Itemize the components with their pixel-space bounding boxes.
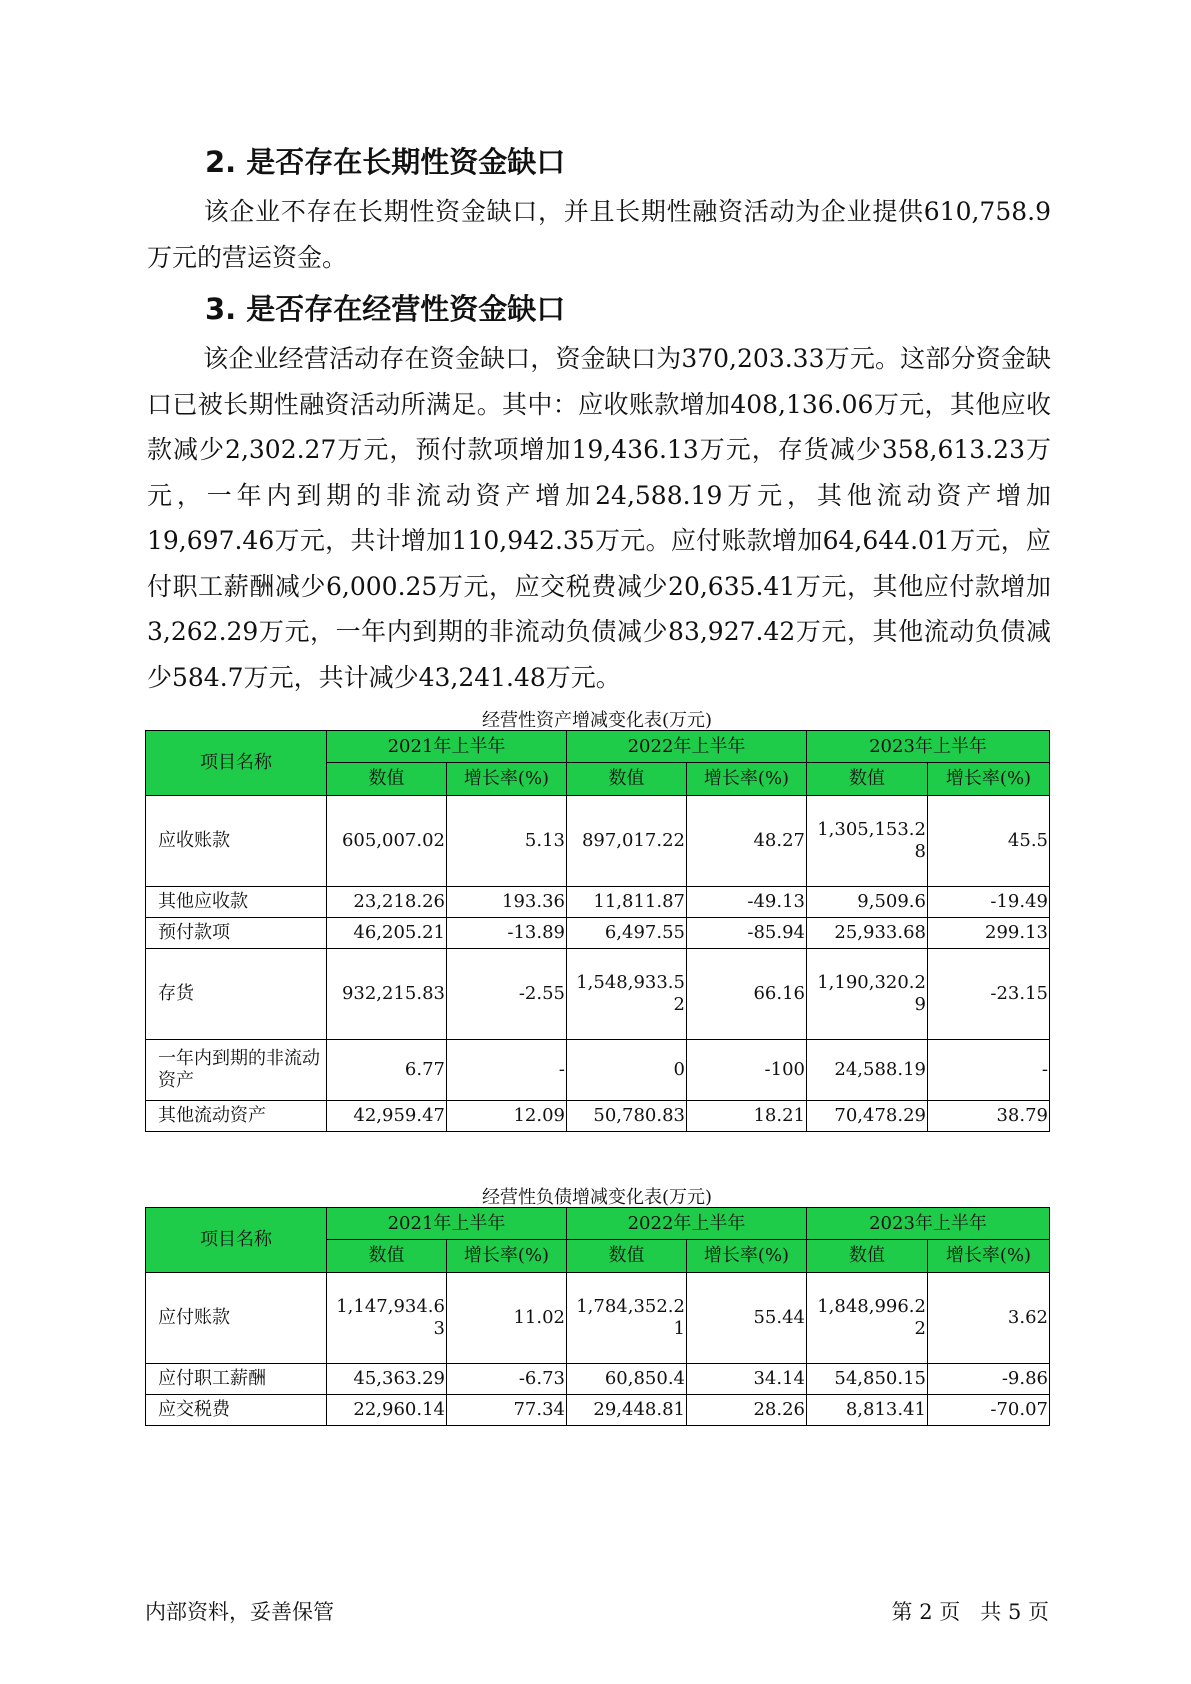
growth-cell: 11.02 [447,1273,567,1364]
assets-change-table [145,730,1050,1132]
header-value: 数值 [807,763,928,796]
value-cell: 29,448.81 [567,1395,687,1426]
growth-cell: -23.15 [928,949,1050,1040]
growth-cell: - [928,1040,1050,1101]
growth-cell: -70.07 [928,1395,1050,1426]
section-heading-3: 3. 是否存在经营性资金缺口 [205,292,566,326]
value-cell: 605,007.02 [327,796,447,887]
growth-cell: -2.55 [447,949,567,1040]
growth-cell: 12.09 [447,1101,567,1132]
growth-cell: - [447,1040,567,1101]
growth-cell: 28.26 [687,1395,807,1426]
row-label: 预付款项 [146,918,327,949]
table-row [146,1040,1050,1101]
value-cell: 1,190,320.29 [807,949,928,1040]
paragraph-text: 该企业经营活动存在资金缺口，资金缺口为370,203.33万元。这部分资金缺口已被长期性融资活动所满足。其中：应收账款增加408,136.06万元，其他应收款减少2,302.27万元，预付款项增加19,436.13万元，存货减少358,613.23万元，一年内到期的非流动资产增加24,588.19万元，其他流动资产增加19,697.46万元，共计增加110,942.35万元。应付账款增加64,644.01万元，应付职工薪酬减少6,000.25万元，应交税费减少20,635.41万元，其他应付款增加3,262.29万元，一年内到期的非流动负债减少83,927.42万元，其他流动负债减少584.7万元，共计减少43,241.48万元。 [147,344,1051,692]
header-period: 2022年上半年 [567,731,807,763]
growth-cell: 38.79 [928,1101,1050,1132]
section-heading-2: 2. 是否存在长期性资金缺口 [205,145,566,179]
header-value: 数值 [327,763,447,796]
growth-cell: -13.89 [447,918,567,949]
header-period: 2023年上半年 [807,731,1050,763]
table-caption: 经营性负债增减变化表(万元) [481,1187,713,1208]
growth-cell: -100 [687,1040,807,1101]
value-cell: 1,305,153.28 [807,796,928,887]
growth-cell: 34.14 [687,1364,807,1395]
value-cell: 23,218.26 [327,887,447,918]
value-cell: 46,205.21 [327,918,447,949]
value-cell: 24,588.19 [807,1040,928,1101]
row-label: 其他流动资产 [146,1101,327,1132]
row-label: 应交税费 [146,1395,327,1426]
table-row [146,1273,1050,1364]
table-row [146,949,1050,1040]
growth-cell: 18.21 [687,1101,807,1132]
row-label: 其他应收款 [146,887,327,918]
table-row [146,1395,1050,1426]
value-cell: 45,363.29 [327,1364,447,1395]
row-label: 应收账款 [146,796,327,887]
header-growth: 增长率(%) [447,1240,567,1273]
value-cell: 8,813.41 [807,1395,928,1426]
value-cell: 11,811.87 [567,887,687,918]
row-label: 应付账款 [146,1273,327,1364]
header-growth: 增长率(%) [687,763,807,796]
value-cell: 1,147,934.63 [327,1273,447,1364]
value-cell: 897,017.22 [567,796,687,887]
section-paragraph-3 [147,336,1051,700]
growth-cell: -6.73 [447,1364,567,1395]
growth-cell: 193.36 [447,887,567,918]
growth-cell: 48.27 [687,796,807,887]
header-value: 数值 [807,1240,928,1273]
growth-cell: -9.86 [928,1364,1050,1395]
row-label: 存货 [146,949,327,1040]
header-value: 数值 [327,1240,447,1273]
paragraph-text: 该企业不存在长期性资金缺口，并且长期性融资活动为企业提供610,758.9万元的营运资金。 [147,197,1051,272]
growth-cell: 45.5 [928,796,1050,887]
header-item-name: 项目名称 [146,1208,327,1273]
value-cell: 70,478.29 [807,1101,928,1132]
header-value: 数值 [567,1240,687,1273]
value-cell: 0 [567,1040,687,1101]
value-cell: 50,780.83 [567,1101,687,1132]
value-cell: 1,784,352.21 [567,1273,687,1364]
growth-cell: -85.94 [687,918,807,949]
header-period: 2023年上半年 [807,1208,1050,1240]
header-period: 2021年上半年 [327,731,567,763]
growth-cell: -19.49 [928,887,1050,918]
growth-cell: 55.44 [687,1273,807,1364]
value-cell: 22,960.14 [327,1395,447,1426]
header-growth: 增长率(%) [928,1240,1050,1273]
value-cell: 42,959.47 [327,1101,447,1132]
table-caption: 经营性资产增减变化表(万元) [481,710,713,731]
value-cell: 6,497.55 [567,918,687,949]
table-row [146,1364,1050,1395]
growth-cell: 299.13 [928,918,1050,949]
header-growth: 增长率(%) [687,1240,807,1273]
table-row [146,918,1050,949]
table-row [146,1101,1050,1132]
header-value: 数值 [567,763,687,796]
value-cell: 932,215.83 [327,949,447,1040]
liabilities-change-table [145,1207,1050,1426]
header-item-name: 项目名称 [146,731,327,796]
footer-page-number: 第 2 页 共 5 页 [891,1600,1049,1624]
growth-cell: 5.13 [447,796,567,887]
header-growth: 增长率(%) [447,763,567,796]
value-cell: 54,850.15 [807,1364,928,1395]
header-growth: 增长率(%) [928,763,1050,796]
growth-cell: 66.16 [687,949,807,1040]
growth-cell: 77.34 [447,1395,567,1426]
value-cell: 25,933.68 [807,918,928,949]
section-paragraph-2 [147,189,1051,280]
footer-confidential-note: 内部资料，妥善保管 [145,1600,334,1624]
table-row [146,796,1050,887]
value-cell: 1,848,996.22 [807,1273,928,1364]
table-row [146,887,1050,918]
row-label: 应付职工薪酬 [146,1364,327,1395]
value-cell: 9,509.6 [807,887,928,918]
growth-cell: -49.13 [687,887,807,918]
growth-cell: 3.62 [928,1273,1050,1364]
value-cell: 6.77 [327,1040,447,1101]
value-cell: 60,850.4 [567,1364,687,1395]
value-cell: 1,548,933.52 [567,949,687,1040]
header-period: 2021年上半年 [327,1208,567,1240]
header-period: 2022年上半年 [567,1208,807,1240]
row-label: 一年内到期的非流动资产 [146,1040,327,1101]
